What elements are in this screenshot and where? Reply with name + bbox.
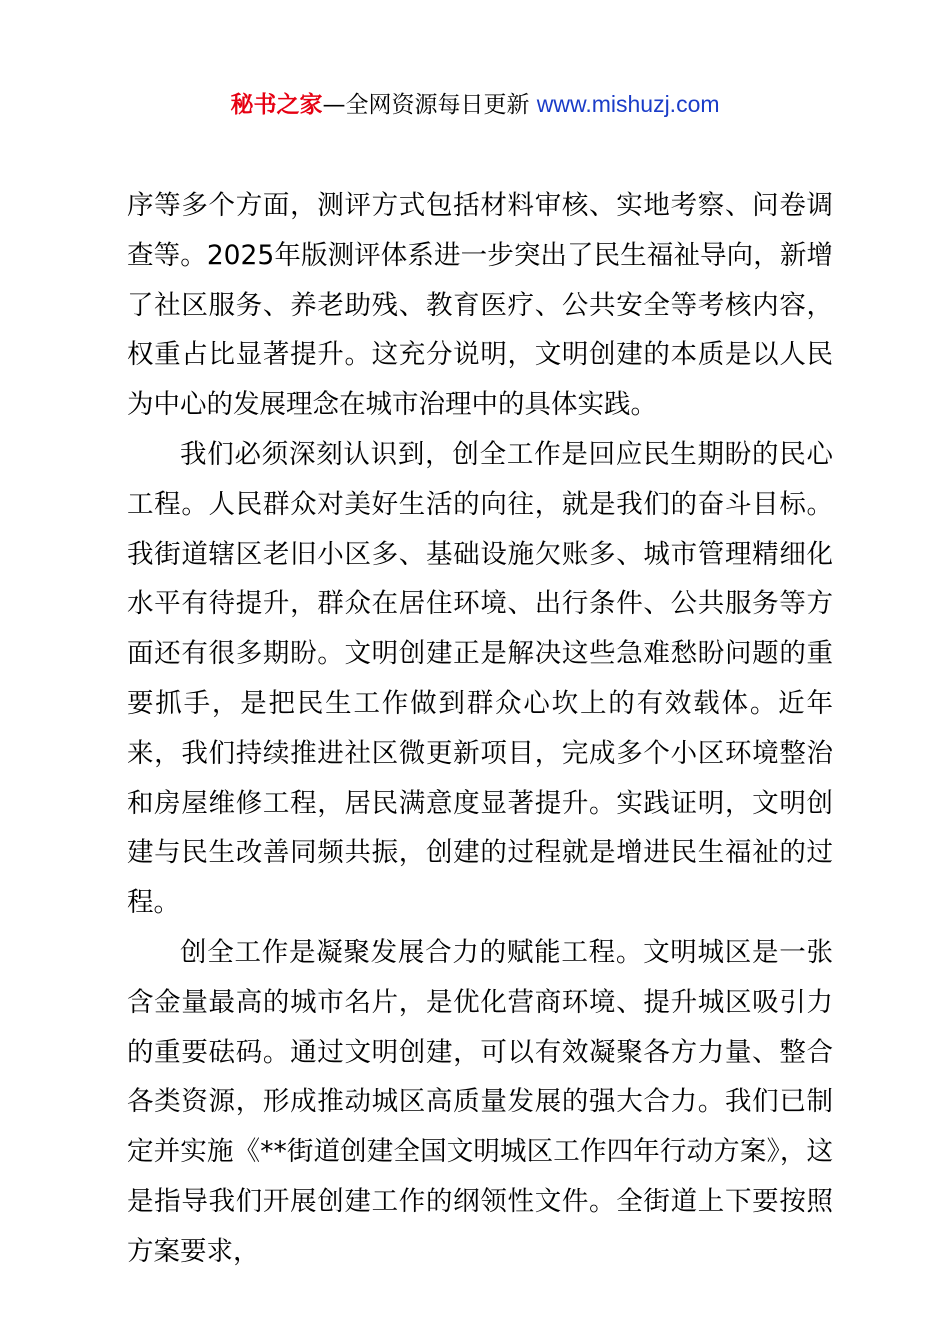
paragraph-people-livelihood: 我们必须深刻认识到，创全工作是回应民生期盼的民心工程。人民群众对美好生活的向往，就是我们的奋斗目标。我街道辖区老旧小区多、基础设施欠账多、城市管理精细化水平有待提升，群众在居住环境、出行条件、公共服务等方面还有很多期盼。文明创建正是解决这些急难愁盼问题的重要抓手，是把民生工作做到群众心坎上的有效载体。近年来，我们持续推进社区微更新项目，完成多个小区环境整治和房屋维修工程，居民满意度显著提升。实践证明，文明创建与民生改善同频共振，创建的过程就是增进民生福祉的过程。	[127, 438, 833, 919]
document-body	[127, 181, 833, 1277]
paragraph-continued: 序等多个方面，测评方式包括材料审核、实地考察、问卷调查等。2025年版测评体系进一步突出了民生福祉导向，新增了社区服务、养老助残、教育医疗、公共安全等考核内容，权重占比显著提升。这充分说明，文明创建的本质是以人民为中心的发展理念在城市治理中的具体实践。	[127, 190, 833, 421]
site-url-link[interactable]: www.mishuzj.com	[536, 91, 720, 117]
site-brand: 秘书之家	[230, 92, 323, 118]
paragraph-development-synergy: 创全工作是凝聚发展合力的赋能工程。文明城区是一张含金量最高的城市名片，是优化营商环境、提升城区吸引力的重要砝码。通过文明创建，可以有效凝聚各方力量、整合各类资源，形成推动城区高质量发展的强大合力。我们已制定并实施《**街道创建全国文明城区工作四年行动方案》，这是指导我们开展创建工作的纲领性文件。全街道上下要按照方案要求，	[127, 936, 833, 1267]
site-header	[0, 86, 950, 123]
site-tagline: —全网资源每日更新	[322, 92, 530, 118]
